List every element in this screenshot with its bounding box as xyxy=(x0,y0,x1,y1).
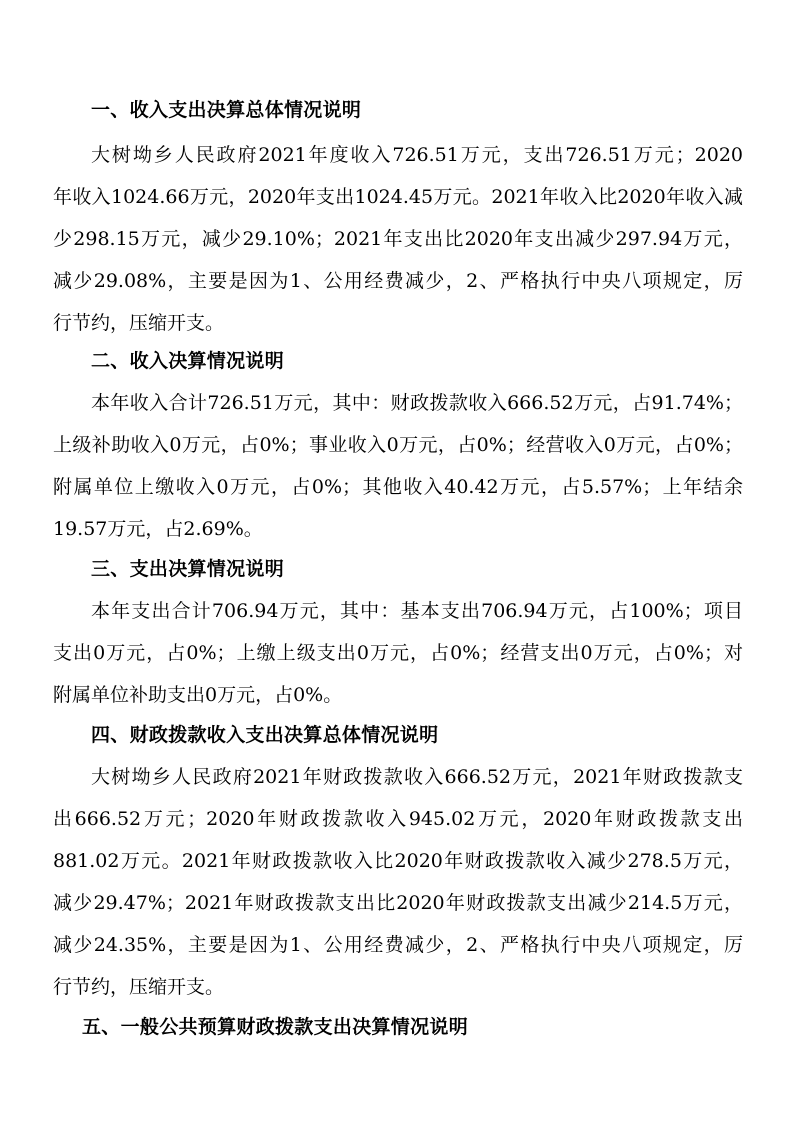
section-4-line-5: 减少24.35%，主要是因为1、公用经费减少，2、严格执行中央八项规定，厉 xyxy=(53,934,743,956)
section-1-line-3: 少298.15万元，减少29.10%；2021年支出比2020年支出减少297.94万元， xyxy=(53,228,743,250)
section-4-line-2: 出666.52万元；2020年财政拨款收入945.02万元，2020年财政拨款支出 xyxy=(53,808,743,830)
section-heading-2: 二、收入决算情况说明 xyxy=(91,350,285,372)
section-1-line-4: 减少29.08%，主要是因为1、公用经费减少，2、严格执行中央八项规定，厉 xyxy=(53,270,743,292)
section-2-line-1: 本年收入合计726.51万元，其中：财政拨款收入666.52万元，占91.74%； xyxy=(91,392,743,414)
section-2-line-2: 上级补助收入0万元，占0%；事业收入0万元，占0%；经营收入0万元，占0%； xyxy=(53,434,743,456)
section-heading-3: 三、支出决算情况说明 xyxy=(91,558,285,580)
section-4-line-6: 行节约，压缩开支。 xyxy=(53,976,225,998)
section-1-line-1: 大树坳乡人民政府2021年度收入726.51万元，支出726.51万元；2020 xyxy=(91,144,743,166)
section-3-line-3: 附属单位补助支出0万元，占0%。 xyxy=(53,684,343,706)
section-4-line-3: 881.02万元。2021年财政拨款收入比2020年财政拨款收入减少278.5万元， xyxy=(53,850,743,872)
section-2-line-3: 附属单位上缴收入0万元，占0%；其他收入40.42万元，占5.57%；上年结余 xyxy=(53,476,743,498)
section-4-line-4: 减少29.47%；2021年财政拨款支出比2020年财政拨款支出减少214.5万元， xyxy=(53,892,743,914)
section-4-line-1: 大树坳乡人民政府2021年财政拨款收入666.52万元，2021年财政拨款支 xyxy=(91,766,743,788)
section-heading-4: 四、财政拨款收入支出决算总体情况说明 xyxy=(91,724,439,746)
section-2-line-4: 19.57万元，占2.69%。 xyxy=(53,518,263,540)
section-heading-1: 一、收入支出决算总体情况说明 xyxy=(91,99,362,121)
section-heading-5: 五、一般公共预算财政拨款支出决算情况说明 xyxy=(82,1016,469,1038)
section-3-line-2: 支出0万元，占0%；上缴上级支出0万元，占0%；经营支出0万元，占0%；对 xyxy=(53,642,743,664)
section-3-line-1: 本年支出合计706.94万元，其中：基本支出706.94万元，占100%；项目 xyxy=(91,600,743,622)
section-1-line-5: 行节约，压缩开支。 xyxy=(53,312,225,334)
section-1-line-2: 年收入1024.66万元，2020年支出1024.45万元。2021年收入比2020年收入减 xyxy=(53,186,743,208)
